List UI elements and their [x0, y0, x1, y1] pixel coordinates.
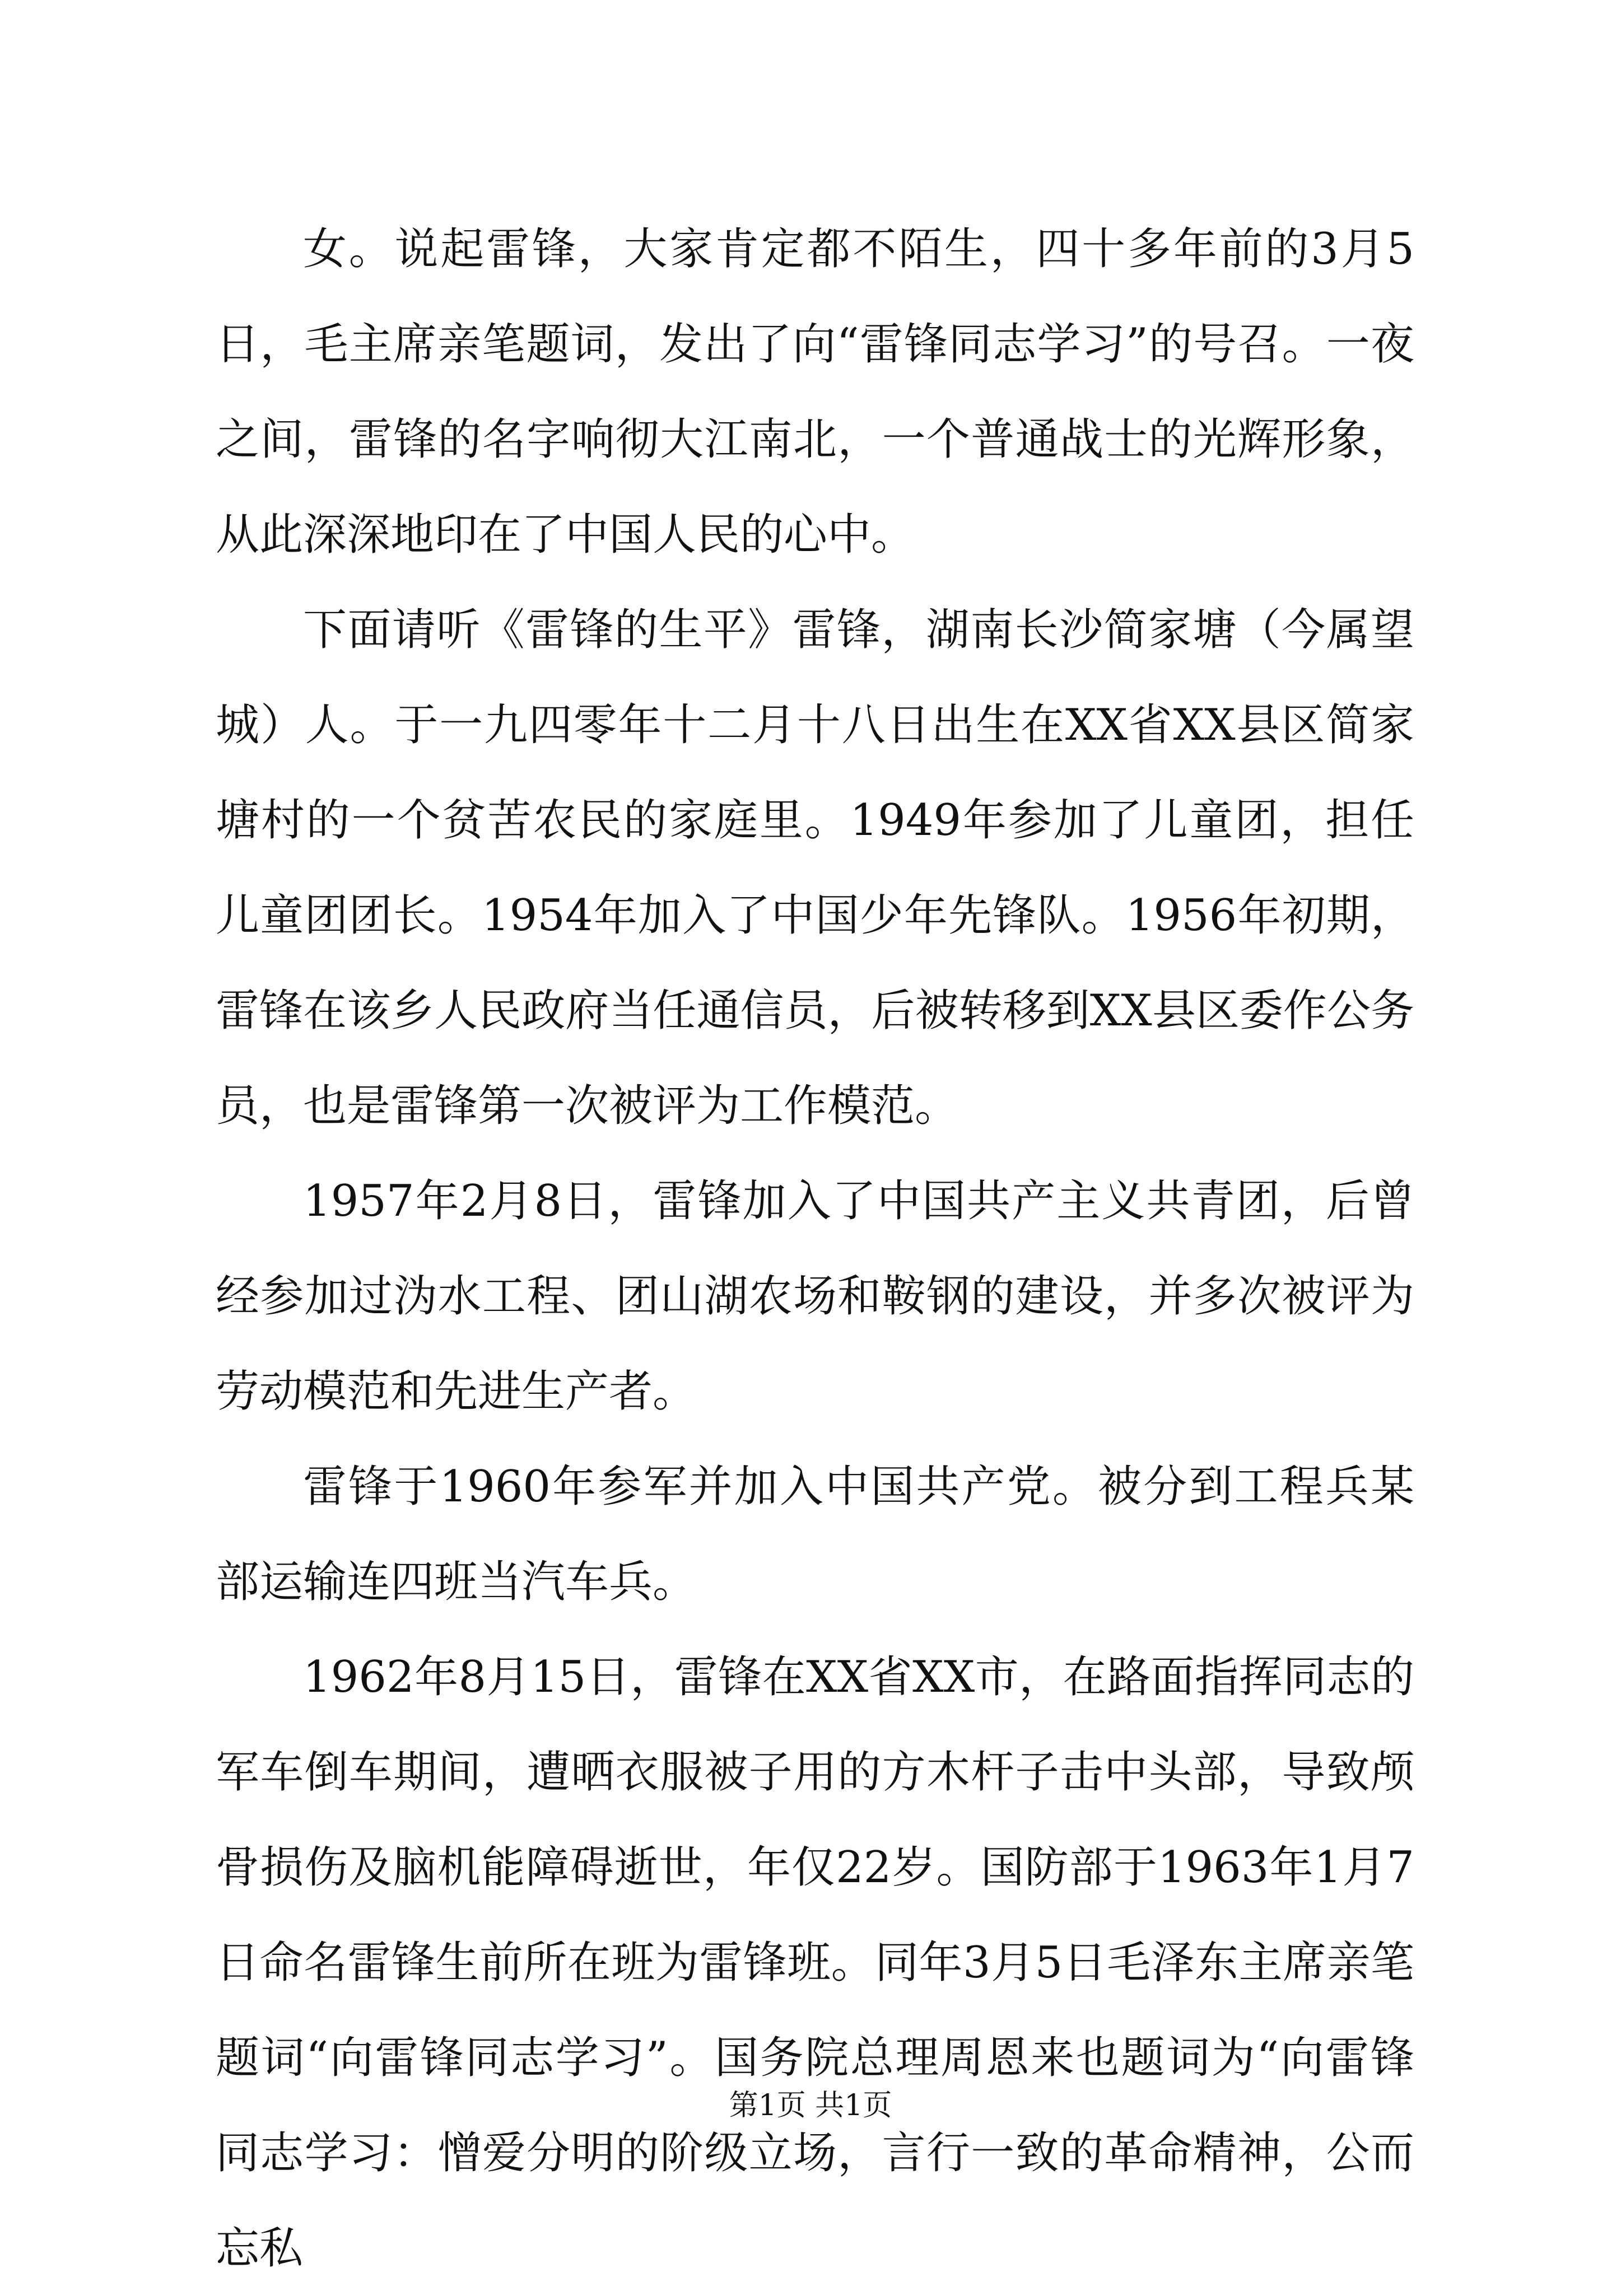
paragraph-3: 1957年2月8日，雷锋加入了中国共产主义共青团，后曾经参加过沩水工程、团山湖农场和鞍钢的建设，并多次被评为劳动模范和先进生产者。	[216, 1176, 1414, 1417]
paragraph-1: 女。说起雷锋，大家肯定都不陌生，四十多年前的3月5日，毛主席亲笔题词，发出了向“雷锋同志学习”的号召。一夜之间，雷锋的名字响彻大江南北，一个普通战士的光辉形象，从此深深地印在了中国人民的心中。	[216, 224, 1414, 560]
paragraph-2: 下面请听《雷锋的生平》雷锋，湖南长沙简家塘（今属望城）人。于一九四零年十二月十八日出生在XX省XX县区简家塘村的一个贫苦农民的家庭里。1949年参加了儿童团，担任儿童团团长。1954年加入了中国少年先锋队。1956年初期，雷锋在该乡人民政府当任通信员，后被转移到XX县区委作公务员，也是雷锋第一次被评为工作模范。	[216, 605, 1414, 1131]
page-footer	[0, 2083, 1621, 2128]
paragraph-4: 雷锋于1960年参军并加入中国共产党。被分到工程兵某部运输连四班当汽车兵。	[216, 1462, 1414, 1607]
page-number: 第1页 共1页	[729, 2089, 892, 2122]
paragraph-5: 1962年8月15日，雷锋在XX省XX市，在路面指挥同志的军车倒车期间，遭晒衣服被子用的方木杆子击中头部，导致颅骨损伤及脑机能障碍逝世，年仅22岁。国防部于1963年1月7日命名雷锋生前所在班为雷锋班。同年3月5日毛泽东主席亲笔题词“向雷锋同志学习”。国务院总理周恩来也题词为“向雷锋同志学习：憎爱分明的阶级立场，言行一致的革命精神，公而忘私	[216, 1652, 1414, 2274]
document-body	[216, 202, 1414, 2296]
